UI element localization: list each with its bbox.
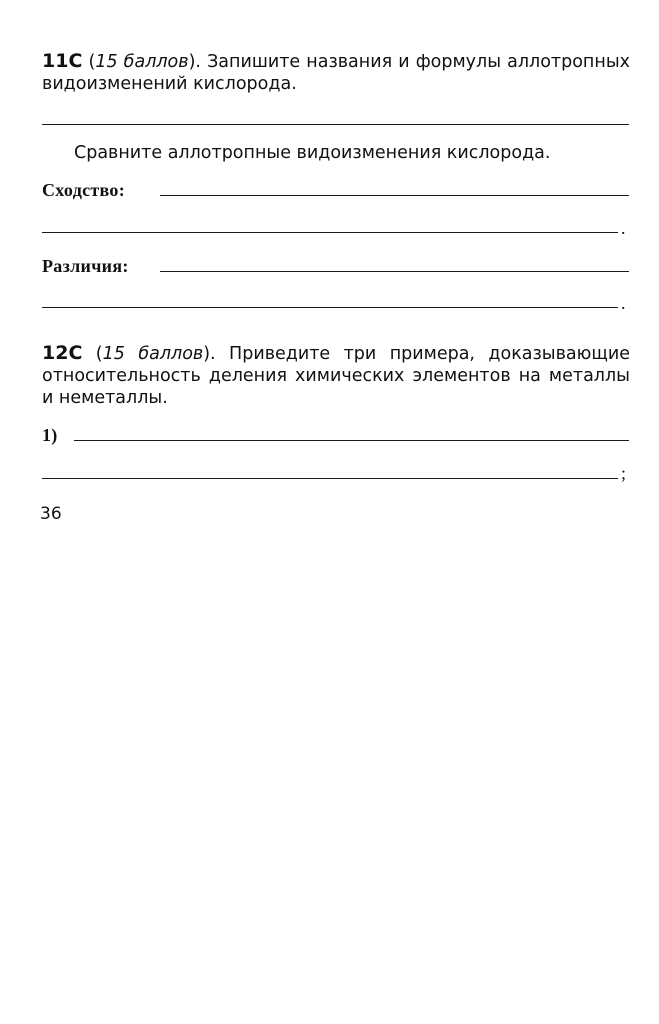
- page-number: 36: [40, 504, 62, 524]
- differences-end-mark: .: [621, 293, 626, 313]
- answer-line-similarity-2[interactable]: [42, 232, 618, 233]
- task-12-points: 15 баллов: [102, 344, 204, 364]
- answer-line-differences-2[interactable]: [42, 307, 618, 308]
- task-11-statement: 11С (15 баллов). Запишите названия и формулы аллотропных видоизменений кислорода.: [42, 50, 630, 94]
- task-11-text: Запишите названия и формулы аллотропных видоизменений кислорода.: [42, 52, 630, 94]
- task-11-points: 15 баллов: [95, 52, 189, 72]
- similarity-label: Сходство:: [42, 180, 126, 200]
- example-1-end-mark: ;: [621, 463, 627, 483]
- similarity-end-mark: .: [621, 218, 626, 238]
- compare-prompt: Сравните аллотропные видоизменения кислорода.: [74, 143, 551, 163]
- example-1-label: 1): [42, 425, 58, 445]
- differences-label: Различия:: [42, 256, 129, 276]
- answer-line-allotropes[interactable]: [42, 124, 629, 125]
- task-12-text: Приведите три примера, доказывающие относительность деления химических элементов на металлы и неметаллы.: [42, 344, 631, 408]
- answer-line-example-1b[interactable]: [42, 478, 618, 479]
- task-12-number: 12С: [42, 342, 83, 364]
- task-11-number: 11С: [42, 50, 83, 72]
- answer-line-example-1a[interactable]: [74, 440, 629, 441]
- answer-line-differences-1[interactable]: [160, 271, 629, 272]
- task-12-statement: 12С (15 баллов). Приведите три примера, доказывающие относительность деления химических элементов на металлы и неметаллы.: [42, 342, 631, 408]
- answer-line-similarity-1[interactable]: [160, 195, 629, 196]
